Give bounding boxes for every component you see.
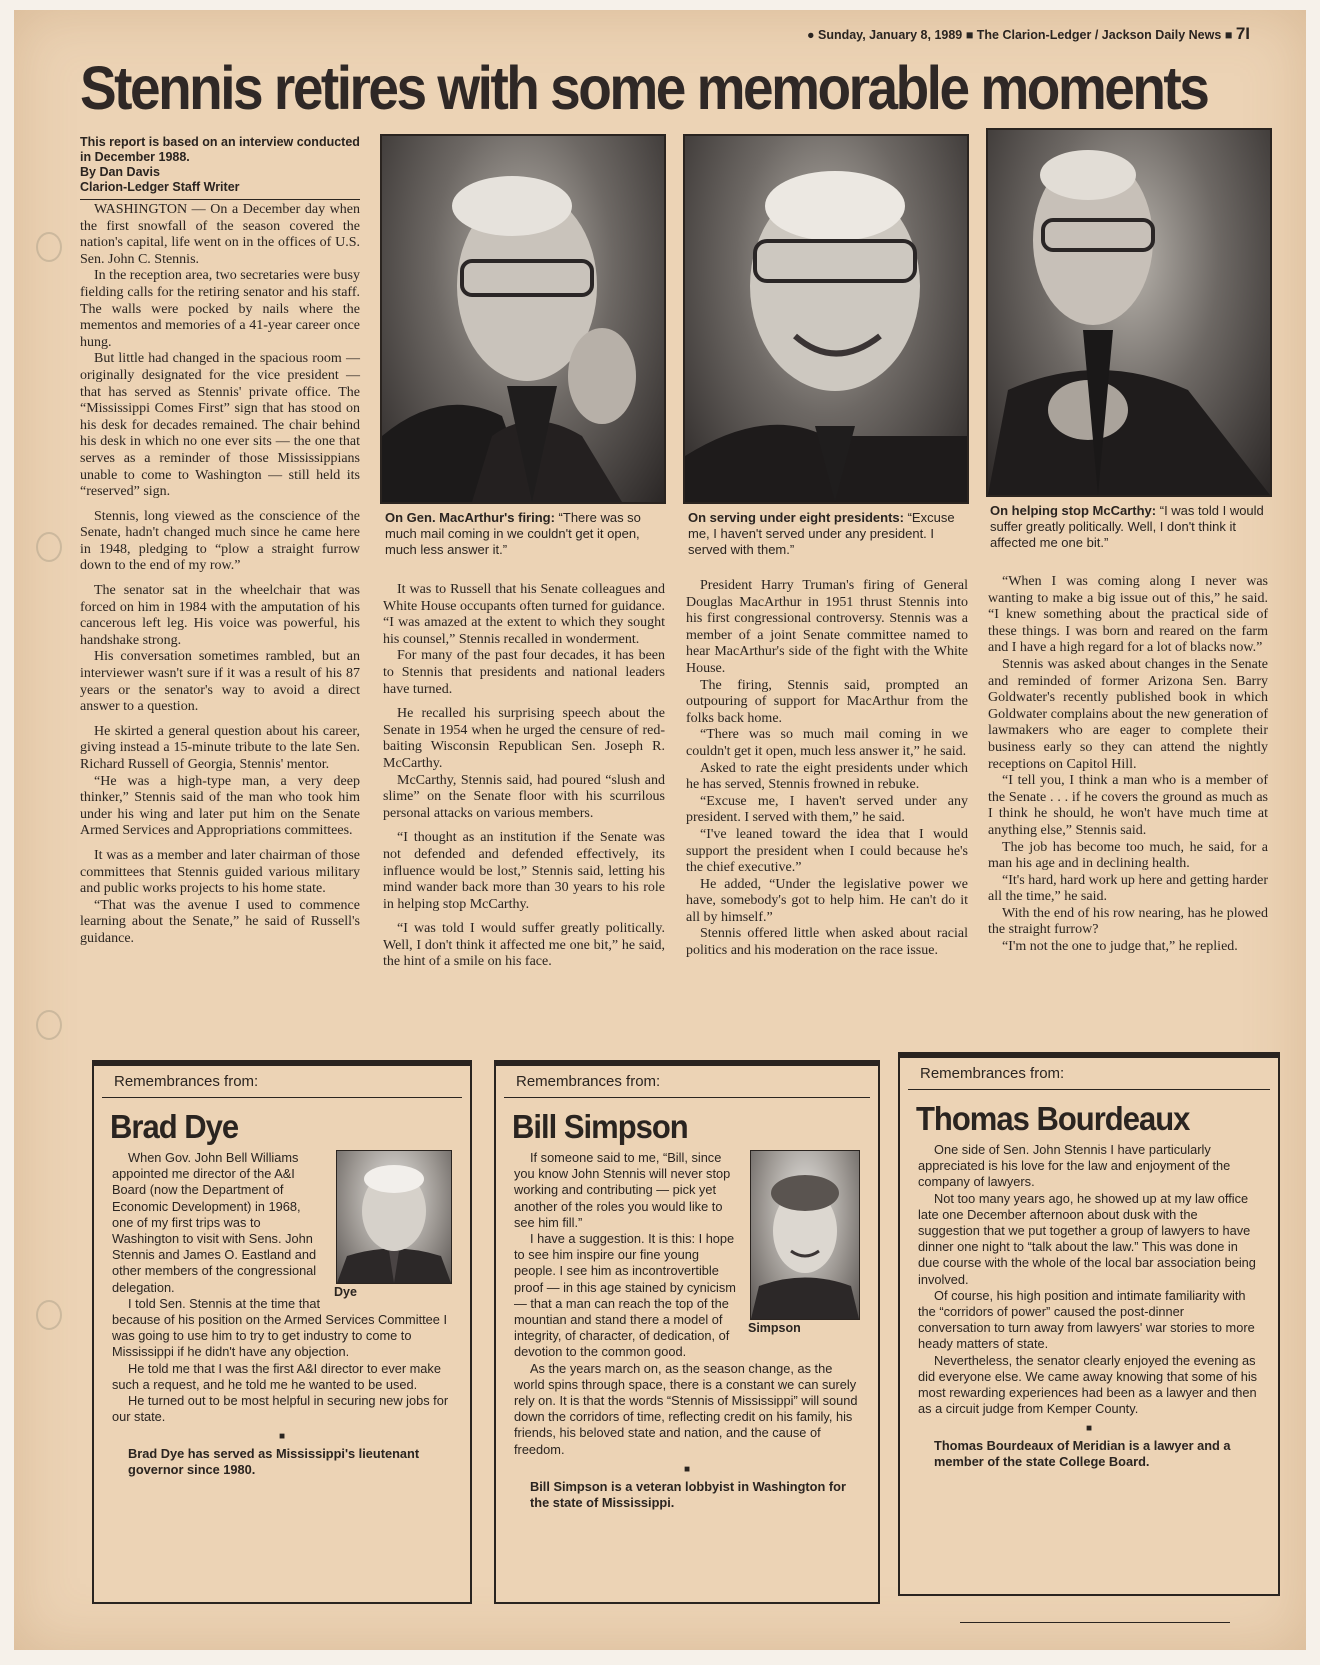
- column-text: [988, 574, 1268, 956]
- photo-caption: Simpson: [748, 1321, 801, 1335]
- masthead: [807, 24, 1250, 44]
- article-column-3: [686, 578, 968, 960]
- intro-note: This report is based on an interview conducted in December 1988.: [80, 135, 360, 164]
- headline: Stennis retires with some memorable moments: [80, 53, 1208, 123]
- paragraph: “When I was coming along I never was wanting to make a big issue out of this,” he said. “I knew something about the practical side of these things. I was born and reared on the farm and I have a high regard for a lot of blacks now.”: [988, 574, 1268, 656]
- box-label: Remembrances from:: [908, 1058, 1270, 1090]
- paragraph: It was as a member and later chairman of those committees that Stennis guided various military and public works projects to his home state.: [80, 847, 360, 897]
- paragraph: In the reception area, two secretaries were busy fielding calls for the retiring senator and his staff. The walls were pocked by nails where the mementos and memories of a 41-year career once hung.: [80, 268, 360, 350]
- paragraph: “Excuse me, I haven't served under any president. I served with them,” he said.: [686, 793, 968, 826]
- paragraph: President Harry Truman's firing of General Douglas MacArthur in 1951 thrust Stennis into his first congressional controversy. Stennis was a member of a joint Senate committee named to hear MacArthur's side of the fight with the White House.: [686, 578, 968, 676]
- remembrance-box-brad-dye: [92, 1060, 472, 1604]
- paragraph: “That was the avenue I used to commence learning about the Senate,” he said of Russell's guidance.: [80, 897, 360, 946]
- photo-stennis-gesturing: [380, 134, 666, 504]
- box-body: [900, 1142, 1278, 1417]
- paragraph: If someone said to me, “Bill, since you know John Stennis will never stop working and contributing — pick yet another of the roles you would like to see him fill.”: [514, 1150, 731, 1230]
- box-label: Remembrances from:: [102, 1066, 462, 1098]
- paragraph: I told Sen. Stennis at the time that because of his position on the Armed Services Committee I was going to use him to try to get industry to come to Mississippi if he didn't have any objection.: [112, 1295, 448, 1360]
- paragraph: The firing, Stennis said, prompted an outpouring of support for MacArthur from the folks back home.: [686, 677, 968, 726]
- photo-brad-dye: [336, 1150, 452, 1284]
- paragraph: Asked to rate the eight presidents under which he has served, Stennis frowned in rebuke.: [686, 760, 968, 793]
- paragraph: “He was a high-type man, a very deep thinker,” Stennis said of the man who took him under his wing and later put him on the Senate Armed Services and Appropriations committees.: [80, 773, 360, 839]
- article-column-2: [383, 582, 665, 971]
- paragraph: Nevertheless, the senator clearly enjoyed the evening as did everyone else. We came away knowing that some of his most rewarding experiences had been as a lawyer and then as a circuit judge from Kemper County.: [918, 1352, 1258, 1417]
- photo-caption: Dye: [334, 1285, 357, 1299]
- column-text: [383, 582, 665, 971]
- box-body: [496, 1150, 878, 1458]
- paragraph: He turned out to be most helpful in securing new jobs for our state.: [112, 1393, 449, 1425]
- staff-credit: Clarion-Ledger Staff Writer: [80, 180, 240, 194]
- paragraph: McCarthy, Stennis said, had poured “slush and slime” on the Senate floor with his scurrilous personal attacks on various members.: [383, 772, 665, 821]
- article-column-1: [80, 135, 360, 948]
- photo-caption-3: [990, 503, 1270, 551]
- caption-text: “There was so much mail coming in we couldn't get it open, much less answer it.”: [385, 510, 641, 557]
- end-mark: ■: [1085, 1423, 1093, 1435]
- byline: By Dan Davis: [80, 165, 160, 179]
- paragraph: He told me that I was the first A&I director to ever make such a request, and he told me he wanted to be used.: [112, 1360, 441, 1392]
- column-text: [686, 578, 968, 960]
- paragraph: Stennis offered little when asked about racial politics and his moderation on the race issue.: [686, 926, 968, 959]
- paragraph: “It's hard, hard work up here and getting harder all the time,” he said.: [988, 872, 1268, 905]
- caption-lead: On Gen. MacArthur's firing:: [385, 510, 555, 525]
- photo-caption-2: [688, 510, 968, 558]
- end-mark: ■: [683, 1463, 691, 1475]
- paragraph: He added, “Under the legislative power we have, somebody's got to help him. He can't do it all by himself.”: [686, 876, 968, 925]
- masthead-date: ● Sunday, January 8, 1989: [806, 28, 963, 42]
- paragraph: His conversation sometimes rambled, but an interviewer wasn't sure if it was a result of his 87 years or the senator's way to avoid a direct answer to a question.: [80, 649, 360, 715]
- punch-hole: [36, 532, 62, 562]
- article-column-4: [988, 574, 1268, 956]
- photo-block: [334, 1150, 452, 1300]
- box-body: [94, 1150, 470, 1425]
- paragraph: It was to Russell that his Senate colleagues and White House occupants often turned for guidance. “I was amazed at the extent to which they sought his counsel,” Stennis recalled in wonderment.: [383, 582, 665, 647]
- photo-bill-simpson: [750, 1150, 860, 1320]
- punch-hole: [36, 1010, 62, 1040]
- box-note: Bill Simpson is a veteran lobbyist in Washington for the state of Mississippi.: [530, 1478, 846, 1510]
- paragraph: For many of the past four decades, it has been to Stennis that presidents and national leaders have turned.: [383, 648, 665, 697]
- paragraph: The job has become too much, he said, for a man his age and in declining health.: [988, 839, 1268, 872]
- paragraph: Of course, his high position and intimate familiarity with the “corridors of power” caused the post-dinner conversation to turn away from lawyers' war stories to more heady matters of state.: [918, 1287, 1255, 1352]
- divider: [80, 199, 360, 200]
- paragraph: “I was told I would suffer greatly politically. Well, I don't think it affected me one bit,” he said, the hint of a smile on his face.: [383, 921, 665, 970]
- punch-hole: [36, 232, 62, 262]
- caption-text: “Excuse me, I haven't served under any president. I served with them.”: [688, 510, 955, 557]
- caption-lead: On serving under eight presidents:: [688, 510, 904, 525]
- paragraph: He skirted a general question about his career, giving instead a 15-minute tribute to the late Sen. Richard Russell of Georgia, Stennis' mentor.: [80, 723, 360, 772]
- paragraph: When Gov. John Bell Williams appointed me director of the A&I Board (now the Department of Economic Development) in 1968, one of my first trips was to Washington to visit with Sens. John Stennis and James O. Eastland and other members of the congressional delegation.: [112, 1150, 317, 1295]
- paragraph: I have a suggestion. It is this: I hope to see him inspire our fine young people. I see him as incontrovertible proof — in this age stained by cynicism — that a man can reach the top of the mountian and stand there a model of integrity, of character, of dedication, of devotion to the common good.: [514, 1231, 736, 1360]
- paragraph: With the end of his row nearing, has he plowed the straight furrow?: [988, 905, 1268, 938]
- paragraph: Stennis, long viewed as the conscience of the Senate, hadn't changed much since he came here in 1948, pledging to “plow a straight furrow down to the end of my row.”: [80, 508, 360, 574]
- box-note: Thomas Bourdeaux of Meridian is a lawyer and a member of the state College Board.: [934, 1438, 1231, 1470]
- paragraph: WASHINGTON — On a December day when the first snowfall of the season covered the nation's capital, life went on in the offices of U.S. Sen. John C. Stennis.: [80, 202, 360, 267]
- photo-stennis-thoughtful: [986, 128, 1272, 497]
- caption-text: “I was told I would suffer greatly politically. Well, I don't think it affected me one bit.”: [990, 503, 1264, 550]
- caption-lead: On helping stop McCarthy:: [990, 503, 1157, 518]
- paragraph: The senator sat in the wheelchair that was forced on him in 1984 with the amputation of his cancerous left leg. His voice was powerful, his handshake strong.: [80, 583, 360, 648]
- paragraph: One side of Sen. John Stennis I have particularly appreciated is his love for the law and enjoyment of the company of lawyers.: [918, 1142, 1231, 1190]
- box-label: Remembrances from:: [504, 1066, 870, 1098]
- masthead-paper: ■ The Clarion-Ledger / Jackson Daily News ■: [965, 28, 1233, 42]
- remembrance-box-bill-simpson: [494, 1060, 880, 1604]
- paragraph: “I'm not the one to judge that,” he replied.: [1002, 939, 1238, 955]
- paragraph: As the years march on, as the season change, as the world spins through space, there is a constant we can surely rely on. It is that the words “Stennis of Mississippi” will sound down the corridors of time, reflecting credit on his family, his friends, his beloved state and nation, and the cause of freedom.: [514, 1360, 858, 1457]
- paragraph: “I thought as an institution if the Senate was not defended and defended effectively, its influence would be lost,” Stennis said, letting his mind wander back more than 30 years to his role in helping stop McCarthy.: [383, 830, 665, 912]
- box-paragraphs: [918, 1142, 1260, 1417]
- paragraph: But little had changed in the spacious room — originally designated for the vice president — that has served as Stennis' private office. The “Mississippi Comes First” sign that has stood on his desk for decades remained. The chair behind his desk in which no one ever sits — the one that serves as a reminder of those Mississippians unable to come to Washington — still held its “reserved” sign.: [80, 351, 360, 500]
- box-name: Thomas Bourdeaux: [916, 1100, 1190, 1138]
- column-text: [80, 202, 360, 948]
- box-name: Bill Simpson: [512, 1108, 688, 1146]
- paragraph: Stennis was asked about changes in the Senate and reminded of former Arizona Sen. Barry Goldwater's recently published book in which Goldwater complains about the new generation of lawmakers who are eager to complete their business early so they can attend the nightly receptions on Capitol Hill.: [988, 656, 1268, 772]
- photo-caption-1: [385, 510, 663, 558]
- box-name: Brad Dye: [110, 1108, 239, 1146]
- remembrance-box-thomas-bourdeaux: [898, 1052, 1280, 1596]
- paragraph: He recalled his surprising speech about the Senate in 1954 when he urged the censure of red-baiting Wisconsin Republican Sen. Joseph R. McCarthy.: [383, 706, 665, 771]
- box-note: Brad Dye has served as Mississippi's lieutenant governor since 1980.: [128, 1446, 420, 1478]
- photo-stennis-smiling: [683, 134, 969, 504]
- paragraph: Not too many years ago, he showed up at my law office late one December afternoon about dusk with the suggestion that we put together a group of lawyers to have dinner one night to “talk about the law.” This was done in due course with the whole of the local bar association being involved.: [918, 1190, 1256, 1287]
- footer-rule: [960, 1622, 1230, 1623]
- paragraph: “I've leaned toward the idea that I would support the president when I could because he's the chief executive.”: [686, 826, 968, 876]
- punch-hole: [36, 1300, 62, 1330]
- end-mark: ■: [278, 1431, 286, 1443]
- photo-block: [748, 1150, 860, 1336]
- paragraph: “There was so much mail coming in we couldn't get it open, much less answer it,” he said.: [686, 727, 968, 759]
- paragraph: “I tell you, I think a man who is a member of the Senate . . . if he covers the ground as much as I think he should, he won't have much time at anything else,” Stennis said.: [988, 773, 1268, 838]
- page-number: 7I: [1235, 24, 1250, 43]
